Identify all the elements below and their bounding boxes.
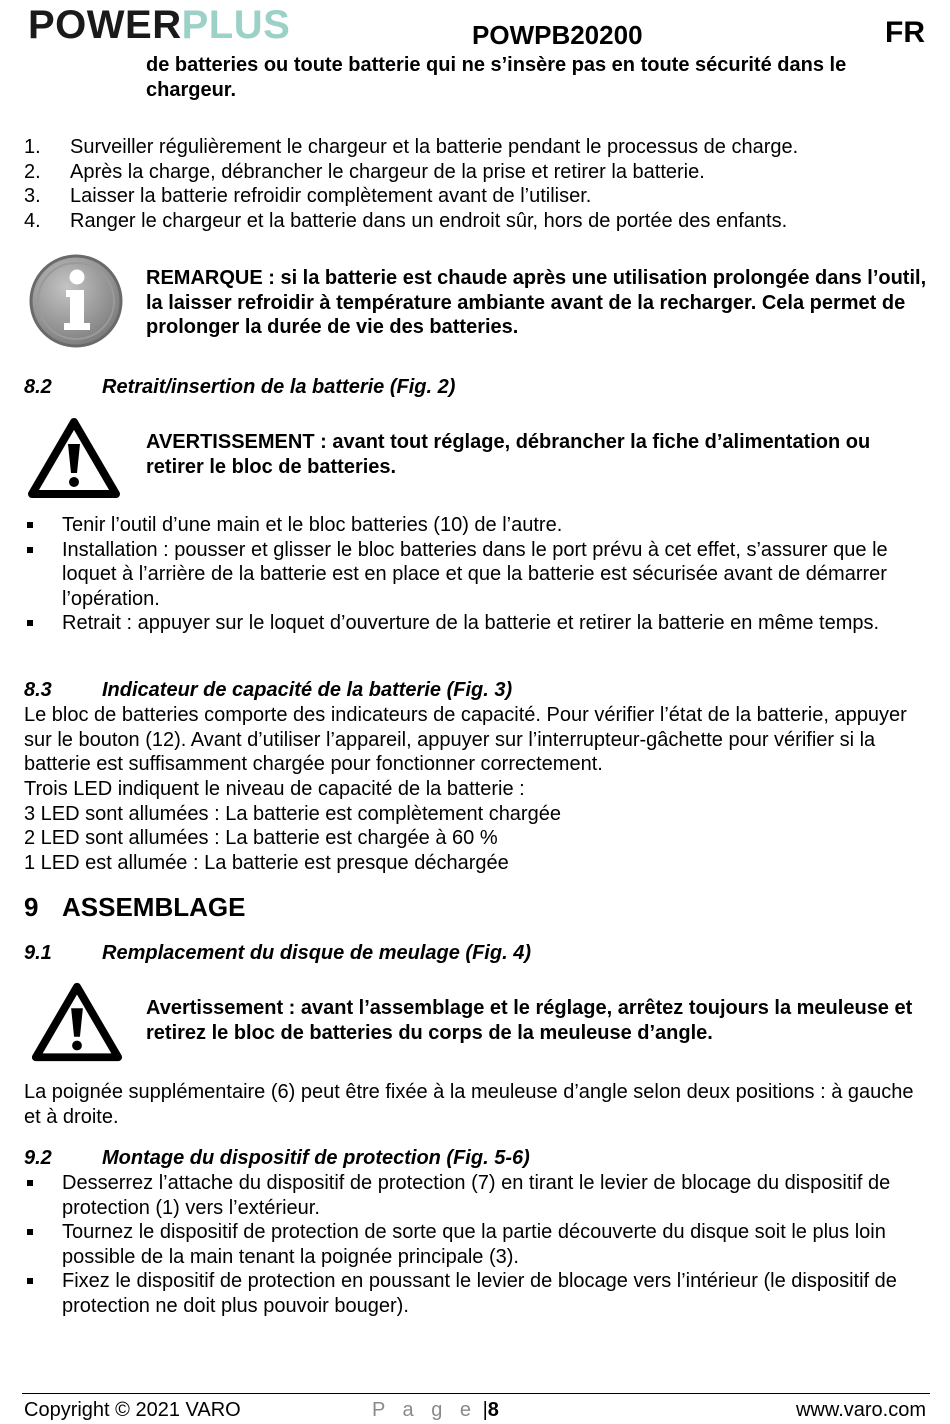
guard-bullets (24, 1171, 929, 1318)
page-label: P a g e (372, 1399, 478, 1421)
page-indicator (372, 1396, 499, 1424)
copyright: Copyright © 2021 VARO (24, 1399, 241, 1421)
bullet-text: Tournez le dispositif de protection de sorte que la partie découverte du disque soit le plus loin possible de la main tenant la poignée principale (3). (62, 1221, 886, 1268)
footer-divider (22, 1393, 930, 1394)
handle-paragraph: La poignée supplémentaire (6) peut être fixée à la meuleuse d’angle selon deux positions : à gauche et à droite. (24, 1081, 914, 1128)
warning-body: : avant l’assemblage et le réglage, arrêtez toujours la meuleuse et retirez le bloc de batteries du corps de la meuleuse d’angle. (146, 997, 913, 1044)
list-number: 1. (24, 136, 41, 158)
brand-logo (28, 2, 290, 48)
list-item (24, 611, 929, 636)
section-number: 8.2 (24, 376, 52, 398)
section-title: Remplacement du disque de meulage (Fig. 4) (102, 942, 531, 964)
bullet-label: Retrait (62, 612, 121, 634)
warning-label: Avertissement (146, 997, 284, 1019)
model-number: POWPB20200 (472, 20, 643, 50)
list-number: 3. (24, 185, 41, 207)
led-lines (24, 777, 929, 875)
bullet-text: : appuyer sur le loquet d’ouverture de la batterie et retirer la batterie en même temps. (120, 612, 880, 634)
section-heading-8-2 (24, 374, 455, 400)
list-item (24, 160, 924, 185)
page-number: 8 (487, 1399, 499, 1421)
brand-logo-part1: POWER (28, 3, 182, 47)
bullet-marker (24, 538, 62, 612)
list-item (24, 538, 929, 612)
section-number: 9.1 (24, 942, 52, 964)
chapter-title: ASSEMBLAGE (62, 892, 246, 922)
warning-icon (30, 980, 124, 1064)
section-number: 8.3 (24, 679, 52, 701)
bullet-marker (24, 1220, 62, 1269)
website-link[interactable]: www.varo.com (795, 1399, 926, 1421)
section-title: Retrait/insertion de la batterie (Fig. 2) (102, 376, 456, 398)
info-icon (28, 253, 124, 349)
bullet-label: Installation (62, 538, 158, 561)
bullet-marker (24, 1269, 62, 1318)
list-item (24, 135, 924, 160)
section-heading-9-2 (24, 1145, 530, 1171)
led-line: 2 LED sont allumées : La batterie est chargée à 60 % (24, 827, 498, 849)
section-title: Indicateur de capacité de la batterie (Fig. 3) (102, 679, 513, 701)
warning-icon (26, 416, 122, 500)
bullet-text: : pousser et glisser le bloc batteries dans le port prévu à cet effet, s’assurer que le loquet à l’arrière de la batterie est en place et que la batterie est sécurisée avant de démarrer l’opération. (62, 538, 888, 610)
warning-label: AVERTISSEMENT (146, 431, 315, 453)
section-heading-8-3 (24, 677, 512, 703)
warning-body: : avant tout réglage, débrancher la fiche d’alimentation ou retirer le bloc de batteries. (146, 431, 871, 478)
chapter-heading-9 (24, 890, 245, 924)
battery-bullets (24, 513, 929, 636)
continuation-text: de batteries ou toute batterie qui ne s’insère pas en toute sécurité dans le chargeur. (146, 54, 847, 101)
list-number: 2. (24, 160, 41, 183)
brand-logo-part2: PLUS (181, 3, 291, 47)
section-heading-9-1 (24, 940, 531, 966)
list-item (24, 209, 924, 234)
page-separator: | (482, 1399, 488, 1421)
bullet-marker (24, 513, 62, 538)
list-item (24, 1171, 929, 1220)
charging-steps-list (24, 135, 924, 233)
warning-text-9-1 (146, 996, 926, 1045)
list-item (24, 184, 924, 209)
bullet-text: Tenir l’outil d’une main et le bloc batteries (10) de l’autre. (62, 514, 563, 536)
bullet-marker (24, 1171, 62, 1220)
list-item (24, 1220, 929, 1269)
led-line: Trois LED indiquent le niveau de capacité de la batterie : (24, 778, 525, 800)
language-code: FR (885, 16, 925, 49)
list-item (24, 513, 929, 538)
list-item (24, 1269, 929, 1318)
list-number: 4. (24, 209, 41, 232)
led-line: 1 LED est allumée : La batterie est presque déchargée (24, 851, 509, 874)
list-text: Surveiller régulièrement le chargeur et la batterie pendant le processus de charge. (70, 136, 799, 158)
list-text: Ranger le chargeur et la batterie dans un endroit sûr, hors de portée des enfants. (70, 209, 788, 232)
bullet-text: Fixez le dispositif de protection en poussant le levier de blocage vers l’intérieur (le dispositif de protection ne doit plus pouvoir bouger). (62, 1270, 897, 1317)
note-text: REMARQUE : si la batterie est chaude après une utilisation prolongée dans l’outil, la laisser refroidir à température ambiante avant de la recharger. Cela permet de prolonger la durée de vie des batteries. (146, 267, 927, 338)
section-number: 9.2 (24, 1147, 52, 1169)
led-line: 3 LED sont allumées : La batterie est complètement chargée (24, 802, 561, 825)
list-text: Laisser la batterie refroidir complètement avant de l’utiliser. (70, 185, 592, 207)
list-text: Après la charge, débrancher le chargeur de la prise et retirer la batterie. (70, 160, 705, 183)
section-title: Montage du dispositif de protection (Fig. 5-6) (102, 1147, 530, 1169)
capacity-paragraph: Le bloc de batteries comporte des indicateurs de capacité. Pour vérifier l’état de la batterie, appuyer sur le bouton (12). Avant d’utiliser l’appareil, appuyer sur l’interrupteur-gâchette pour vérifier si la batterie est suffisamment chargée pour fonctionner correctement. (24, 704, 907, 775)
bullet-marker (24, 611, 62, 636)
bullet-text: Desserrez l’attache du dispositif de protection (7) en tirant le levier de blocage du dispositif de protection (1) vers l’extérieur. (62, 1172, 891, 1219)
warning-text-8-2 (146, 430, 926, 479)
chapter-number: 9 (24, 892, 39, 922)
